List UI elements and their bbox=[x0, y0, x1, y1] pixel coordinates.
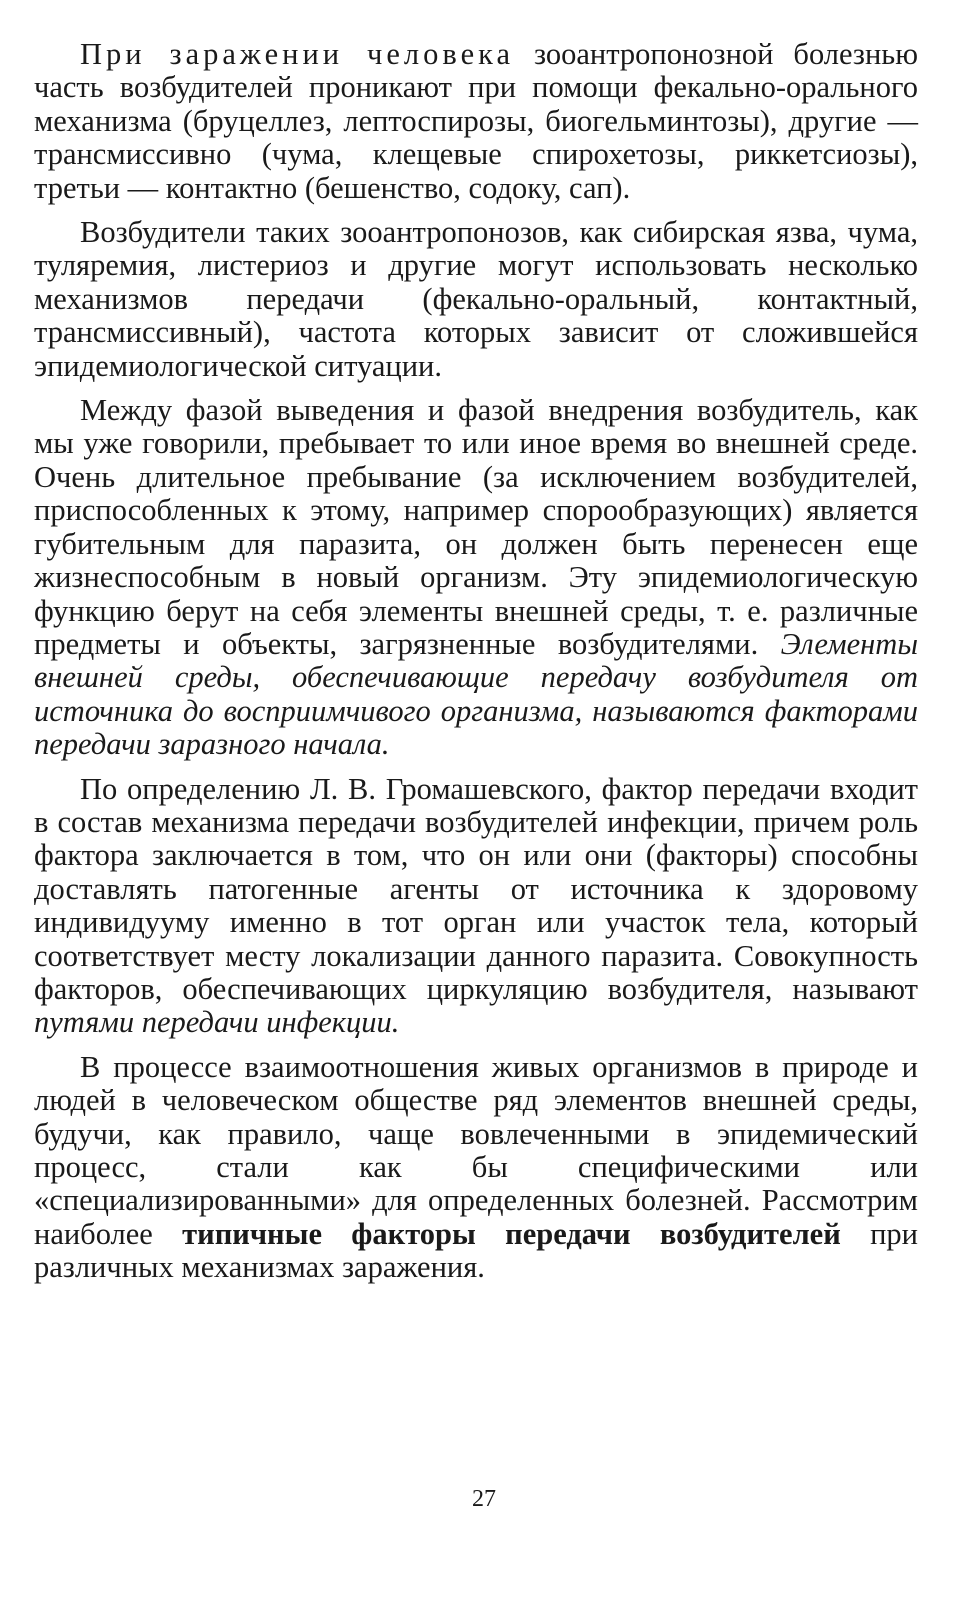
paragraph-3-definition: Элементы внешней среды, обеспечивающие передачу возбудителя от источника до восприимчивого организма, называются факторами передачи заразного начала. bbox=[34, 626, 918, 762]
paragraph-1 bbox=[34, 38, 918, 205]
paragraph-3 bbox=[34, 394, 918, 761]
paragraph-1-lead: При заражении человека bbox=[80, 37, 515, 71]
paragraph-2 bbox=[34, 216, 918, 383]
paragraph-5-emphasis: типичные факторы передачи возбудителей bbox=[182, 1216, 841, 1251]
paragraph-3-text: Между фазой выведения и фазой внедрения возбудитель, как мы уже говорили, пребывает то или иное время во внешней среде. Очень длительное пребывание (за исключением возбудителей, приспособленных к этому, например спорообразующих) является губительным для паразита, он должен быть перенесен еще жизнеспособным в новый организм. Эту эпидемиологическую функцию берут на себя элементы внешней среды, т. е. различные предметы и объекты, загрязненные возбудителями. bbox=[34, 393, 918, 661]
paragraph-4-text: По определению Л. В. Громашевского, фактор передачи входит в состав механизма передачи возбудителей инфекции, причем роль фактора заключается в том, что он или они (факторы) способны доставлять патогенные агенты от источника к здоровому индивидууму именно в тот орган или участок тела, который соответствует месту локализации данного паразита. Совокупность факторов, обеспечивающих циркуляцию возбудителя, называют bbox=[34, 771, 918, 1006]
paragraph-4 bbox=[34, 773, 918, 1040]
paragraph-2-text: Возбудители таких зооантропонозов, как сибирская язва, чума, туляремия, листериоз и другие могут использовать несколько механизмов передачи (фекально-оральный, контактный, трансмиссивный), частота которых зависит от сложившейся эпидемиологической ситуации. bbox=[34, 215, 918, 383]
paragraph-1-text: зооантропонозной болезнью часть возбудителей проникают при помощи фекально-орального механизма (бруцеллез, лептоспирозы, биогельминтозы), другие — трансмиссивно (чума, клещевые спирохетозы, риккетсиозы), третьи — контактно (бешенство, содоку, сап). bbox=[34, 37, 918, 205]
paragraph-5 bbox=[34, 1051, 918, 1285]
page-text bbox=[34, 38, 918, 1296]
paragraph-4-term: путями передачи инфекции. bbox=[34, 1005, 400, 1040]
paragraph-5-text: В процессе взаимоотношения живых организмов в природе и людей в человеческом обществе ряд элементов внешней среды, будучи, как правило, чаще вовлеченными в эпидемический процесс, стали как бы специфическими или «специализированными» для определенных болезней. Рассмотрим наиболее bbox=[34, 1049, 918, 1251]
paragraph-5-tail: при различных механизмах заражения. bbox=[34, 1216, 918, 1285]
page-number: 27 bbox=[472, 1486, 496, 1512]
